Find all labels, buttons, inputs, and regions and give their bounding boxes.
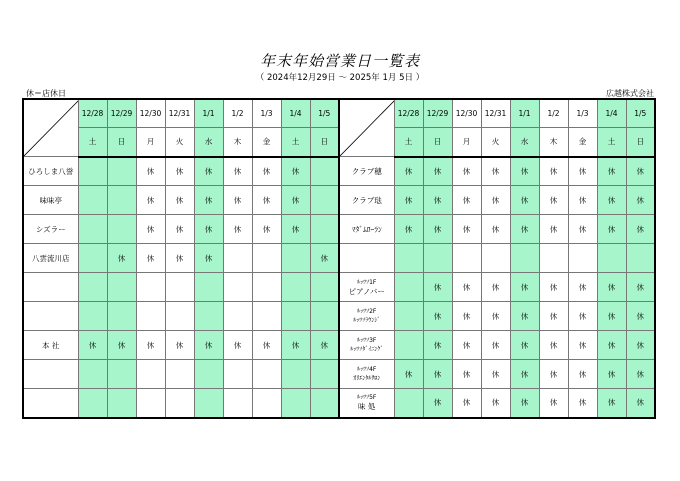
closed-cell bbox=[281, 302, 310, 331]
closed-cell: 休 bbox=[394, 215, 423, 244]
closed-cell bbox=[252, 244, 281, 273]
closed-cell: 休 bbox=[452, 215, 481, 244]
weekday-header: 火 bbox=[481, 128, 510, 157]
closed-cell bbox=[310, 215, 339, 244]
closed-cell: 休 bbox=[281, 157, 310, 186]
company-name: 広越株式会社 bbox=[606, 89, 654, 98]
left-store-name: シズラー bbox=[23, 215, 78, 244]
closed-cell bbox=[165, 273, 194, 302]
closed-cell bbox=[452, 244, 481, 273]
store-floor: ﾙｯﾂｿ3F bbox=[357, 336, 377, 344]
closed-cell: 休 bbox=[597, 273, 626, 302]
right-store-name bbox=[339, 360, 394, 389]
closed-cell: 休 bbox=[394, 360, 423, 389]
store-label: ﾙｯﾂｿﾗｳﾝｼﾞ bbox=[353, 316, 381, 324]
closed-cell: 休 bbox=[568, 273, 597, 302]
date-header: 1/2 bbox=[539, 99, 568, 128]
weekday-header: 木 bbox=[223, 128, 252, 157]
closed-cell: 休 bbox=[539, 157, 568, 186]
closed-cell: 休 bbox=[136, 157, 165, 186]
weekday-header: 月 bbox=[452, 128, 481, 157]
closed-cell: 休 bbox=[223, 331, 252, 360]
weekday-header: 日 bbox=[310, 128, 339, 157]
closed-cell: 休 bbox=[452, 360, 481, 389]
store-floor: ﾙｯﾂｿ1F bbox=[357, 278, 377, 286]
left-store-name bbox=[23, 273, 78, 302]
closed-cell bbox=[394, 273, 423, 302]
page-title: 年末年始営業日一覧表 bbox=[259, 52, 420, 70]
closed-cell bbox=[194, 273, 223, 302]
closed-cell: 休 bbox=[452, 389, 481, 418]
closed-cell: 休 bbox=[423, 273, 452, 302]
closed-cell: 休 bbox=[539, 273, 568, 302]
closed-cell: 休 bbox=[165, 186, 194, 215]
closed-cell: 休 bbox=[165, 157, 194, 186]
date-header: 12/31 bbox=[481, 99, 510, 128]
right-store-name bbox=[339, 389, 394, 418]
right-store-name bbox=[339, 244, 394, 273]
closed-cell: 休 bbox=[539, 331, 568, 360]
closed-cell: 休 bbox=[481, 360, 510, 389]
closed-cell bbox=[510, 244, 539, 273]
closed-cell bbox=[107, 273, 136, 302]
closed-cell: 休 bbox=[423, 389, 452, 418]
left-store-name bbox=[23, 360, 78, 389]
left-store-name: 本 社 bbox=[23, 331, 78, 360]
closed-cell bbox=[394, 244, 423, 273]
closed-cell bbox=[194, 302, 223, 331]
closed-cell: 休 bbox=[107, 244, 136, 273]
left-store-name: ひろしま八誉 bbox=[23, 157, 78, 186]
closed-cell: 休 bbox=[252, 215, 281, 244]
closed-cell: 休 bbox=[568, 331, 597, 360]
header-dates-row bbox=[23, 99, 655, 128]
closed-cell bbox=[252, 389, 281, 418]
store-label: ピアノバー bbox=[348, 286, 385, 296]
closed-cell bbox=[107, 389, 136, 418]
closed-cell: 休 bbox=[597, 360, 626, 389]
closed-cell: 休 bbox=[394, 157, 423, 186]
closed-cell bbox=[107, 157, 136, 186]
closed-cell bbox=[78, 215, 107, 244]
closed-cell bbox=[107, 215, 136, 244]
closed-cell: 休 bbox=[626, 186, 655, 215]
right-store-name: クラブ穂 bbox=[339, 157, 394, 186]
date-header: 12/28 bbox=[78, 99, 107, 128]
table-row bbox=[23, 215, 655, 244]
closed-cell: 休 bbox=[597, 389, 626, 418]
closed-cell bbox=[107, 302, 136, 331]
schedule-table bbox=[22, 98, 656, 419]
store-label: 味 処 bbox=[358, 402, 376, 412]
closed-cell: 休 bbox=[626, 215, 655, 244]
date-header: 1/3 bbox=[568, 99, 597, 128]
closed-cell: 休 bbox=[510, 389, 539, 418]
date-header: 1/2 bbox=[223, 99, 252, 128]
closed-cell bbox=[310, 186, 339, 215]
table-row bbox=[23, 360, 655, 389]
closed-cell bbox=[252, 302, 281, 331]
right-store-name: クラブ琺 bbox=[339, 186, 394, 215]
closed-cell: 休 bbox=[510, 273, 539, 302]
left-store-name: 味味亭 bbox=[23, 186, 78, 215]
closed-cell: 休 bbox=[481, 273, 510, 302]
closed-cell: 休 bbox=[452, 273, 481, 302]
closed-cell: 休 bbox=[626, 360, 655, 389]
table-row bbox=[23, 389, 655, 418]
closed-cell: 休 bbox=[223, 157, 252, 186]
closed-cell: 休 bbox=[452, 331, 481, 360]
date-header: 12/31 bbox=[165, 99, 194, 128]
closed-cell: 休 bbox=[626, 157, 655, 186]
closed-cell: 休 bbox=[423, 360, 452, 389]
closed-cell: 休 bbox=[281, 186, 310, 215]
legend-note: 休＝店休日 bbox=[26, 89, 66, 98]
closed-cell: 休 bbox=[539, 360, 568, 389]
closed-cell: 休 bbox=[539, 186, 568, 215]
closed-cell: 休 bbox=[597, 331, 626, 360]
closed-cell bbox=[597, 244, 626, 273]
closed-cell bbox=[78, 186, 107, 215]
closed-cell: 休 bbox=[510, 186, 539, 215]
closed-cell: 休 bbox=[597, 302, 626, 331]
date-header: 1/4 bbox=[281, 99, 310, 128]
left-store-name bbox=[23, 302, 78, 331]
closed-cell: 休 bbox=[194, 186, 223, 215]
closed-cell: 休 bbox=[194, 215, 223, 244]
closed-cell: 休 bbox=[281, 215, 310, 244]
table-row bbox=[23, 244, 655, 273]
date-header: 12/28 bbox=[394, 99, 423, 128]
closed-cell: 休 bbox=[568, 360, 597, 389]
closed-cell: 休 bbox=[107, 331, 136, 360]
closed-cell bbox=[165, 360, 194, 389]
closed-cell: 休 bbox=[310, 331, 339, 360]
weekday-header: 日 bbox=[423, 128, 452, 157]
closed-cell bbox=[310, 157, 339, 186]
weekday-header: 日 bbox=[107, 128, 136, 157]
closed-cell: 休 bbox=[423, 302, 452, 331]
closed-cell bbox=[136, 389, 165, 418]
closed-cell bbox=[78, 157, 107, 186]
weekday-header: 水 bbox=[510, 128, 539, 157]
closed-cell bbox=[481, 244, 510, 273]
weekday-header: 土 bbox=[281, 128, 310, 157]
closed-cell: 休 bbox=[597, 186, 626, 215]
closed-cell: 休 bbox=[539, 389, 568, 418]
closed-cell bbox=[223, 389, 252, 418]
closed-cell: 休 bbox=[423, 215, 452, 244]
date-header: 1/4 bbox=[597, 99, 626, 128]
closed-cell bbox=[310, 302, 339, 331]
closed-cell: 休 bbox=[165, 331, 194, 360]
left-store-name: 八雲流川店 bbox=[23, 244, 78, 273]
closed-cell: 休 bbox=[165, 215, 194, 244]
date-header: 1/5 bbox=[626, 99, 655, 128]
closed-cell: 休 bbox=[452, 157, 481, 186]
closed-cell: 休 bbox=[539, 302, 568, 331]
closed-cell: 休 bbox=[481, 157, 510, 186]
table-row bbox=[23, 157, 655, 186]
corner-left bbox=[23, 99, 78, 157]
closed-cell bbox=[223, 360, 252, 389]
date-header: 12/29 bbox=[423, 99, 452, 128]
date-header: 1/3 bbox=[252, 99, 281, 128]
closed-cell: 休 bbox=[194, 157, 223, 186]
closed-cell bbox=[310, 360, 339, 389]
closed-cell: 休 bbox=[481, 215, 510, 244]
closed-cell: 休 bbox=[423, 331, 452, 360]
closed-cell bbox=[281, 273, 310, 302]
closed-cell: 休 bbox=[78, 331, 107, 360]
store-label: ｵﾘｴﾝﾀﾙｻﾛﾝ bbox=[353, 374, 381, 382]
closed-cell: 休 bbox=[510, 215, 539, 244]
closed-cell: 休 bbox=[510, 331, 539, 360]
closed-cell: 休 bbox=[194, 331, 223, 360]
closed-cell: 休 bbox=[510, 302, 539, 331]
weekday-header: 金 bbox=[252, 128, 281, 157]
closed-cell bbox=[136, 302, 165, 331]
closed-cell: 休 bbox=[626, 273, 655, 302]
closed-cell bbox=[78, 302, 107, 331]
closed-cell bbox=[107, 360, 136, 389]
closed-cell bbox=[394, 389, 423, 418]
closed-cell: 休 bbox=[281, 331, 310, 360]
store-floor: ﾙｯﾂｿ5F bbox=[357, 394, 377, 402]
closed-cell bbox=[78, 389, 107, 418]
right-store-name bbox=[339, 302, 394, 331]
weekday-header: 木 bbox=[539, 128, 568, 157]
closed-cell: 休 bbox=[423, 157, 452, 186]
date-header: 1/5 bbox=[310, 99, 339, 128]
closed-cell bbox=[252, 360, 281, 389]
closed-cell: 休 bbox=[626, 302, 655, 331]
closed-cell bbox=[165, 389, 194, 418]
closed-cell: 休 bbox=[510, 360, 539, 389]
closed-cell bbox=[281, 244, 310, 273]
date-header: 1/1 bbox=[194, 99, 223, 128]
closed-cell bbox=[223, 244, 252, 273]
store-floor: ﾙｯﾂｿ2F bbox=[357, 307, 377, 315]
diagonal-line bbox=[340, 100, 394, 156]
closed-cell bbox=[423, 244, 452, 273]
closed-cell: 休 bbox=[452, 186, 481, 215]
closed-cell bbox=[626, 244, 655, 273]
closed-cell: 休 bbox=[136, 186, 165, 215]
weekday-header: 金 bbox=[568, 128, 597, 157]
date-header: 1/1 bbox=[510, 99, 539, 128]
closed-cell bbox=[78, 273, 107, 302]
closed-cell: 休 bbox=[423, 186, 452, 215]
diagonal-line bbox=[24, 100, 78, 156]
closed-cell: 休 bbox=[481, 331, 510, 360]
weekday-header: 日 bbox=[626, 128, 655, 157]
closed-cell: 休 bbox=[252, 157, 281, 186]
weekday-header: 土 bbox=[78, 128, 107, 157]
closed-cell bbox=[281, 360, 310, 389]
table-row bbox=[23, 273, 655, 302]
date-header: 12/30 bbox=[136, 99, 165, 128]
closed-cell: 休 bbox=[223, 215, 252, 244]
closed-cell bbox=[310, 389, 339, 418]
closed-cell bbox=[223, 302, 252, 331]
table-row bbox=[23, 302, 655, 331]
closed-cell: 休 bbox=[481, 302, 510, 331]
period-subtitle: （ 2024年12月29日 ～ 2025年 1月 5日 ） bbox=[255, 73, 425, 83]
weekday-header: 火 bbox=[165, 128, 194, 157]
closed-cell: 休 bbox=[568, 186, 597, 215]
closed-cell bbox=[78, 360, 107, 389]
date-header: 12/30 bbox=[452, 99, 481, 128]
closed-cell: 休 bbox=[452, 302, 481, 331]
closed-cell: 休 bbox=[568, 215, 597, 244]
right-store-name bbox=[339, 331, 394, 360]
closed-cell: 休 bbox=[310, 244, 339, 273]
closed-cell: 休 bbox=[597, 215, 626, 244]
closed-cell bbox=[539, 244, 568, 273]
closed-cell bbox=[394, 331, 423, 360]
corner-right bbox=[339, 99, 394, 157]
closed-cell: 休 bbox=[252, 186, 281, 215]
closed-cell: 休 bbox=[223, 186, 252, 215]
table-row bbox=[23, 331, 655, 360]
closed-cell: 休 bbox=[165, 244, 194, 273]
closed-cell: 休 bbox=[394, 186, 423, 215]
closed-cell bbox=[107, 186, 136, 215]
closed-cell: 休 bbox=[568, 302, 597, 331]
closed-cell: 休 bbox=[481, 186, 510, 215]
closed-cell: 休 bbox=[252, 331, 281, 360]
closed-cell bbox=[281, 389, 310, 418]
closed-cell: 休 bbox=[568, 157, 597, 186]
closed-cell bbox=[223, 273, 252, 302]
left-store-name bbox=[23, 389, 78, 418]
weekday-header: 土 bbox=[394, 128, 423, 157]
closed-cell bbox=[136, 360, 165, 389]
closed-cell bbox=[252, 273, 281, 302]
weekday-header: 水 bbox=[194, 128, 223, 157]
closed-cell bbox=[310, 273, 339, 302]
closed-cell bbox=[194, 360, 223, 389]
closed-cell: 休 bbox=[626, 389, 655, 418]
closed-cell: 休 bbox=[626, 331, 655, 360]
store-label: ﾙｯﾂｿﾀﾞｲﾆﾝｸﾞ bbox=[350, 345, 384, 353]
closed-cell: 休 bbox=[597, 157, 626, 186]
closed-cell: 休 bbox=[568, 389, 597, 418]
right-store-name bbox=[339, 273, 394, 302]
weekday-header: 土 bbox=[597, 128, 626, 157]
closed-cell: 休 bbox=[539, 215, 568, 244]
closed-cell: 休 bbox=[194, 244, 223, 273]
closed-cell bbox=[78, 244, 107, 273]
store-floor: ﾙｯﾂｿ4F bbox=[357, 365, 377, 373]
closed-cell: 休 bbox=[136, 244, 165, 273]
table-row bbox=[23, 186, 655, 215]
right-store-name: ﾏﾀﾞﾑﾛｰﾗﾝ bbox=[339, 215, 394, 244]
closed-cell: 休 bbox=[136, 331, 165, 360]
closed-cell: 休 bbox=[510, 157, 539, 186]
closed-cell bbox=[394, 302, 423, 331]
closed-cell: 休 bbox=[481, 389, 510, 418]
closed-cell bbox=[136, 273, 165, 302]
weekday-header: 月 bbox=[136, 128, 165, 157]
closed-cell bbox=[165, 302, 194, 331]
date-header: 12/29 bbox=[107, 99, 136, 128]
closed-cell bbox=[194, 389, 223, 418]
closed-cell: 休 bbox=[136, 215, 165, 244]
closed-cell bbox=[568, 244, 597, 273]
